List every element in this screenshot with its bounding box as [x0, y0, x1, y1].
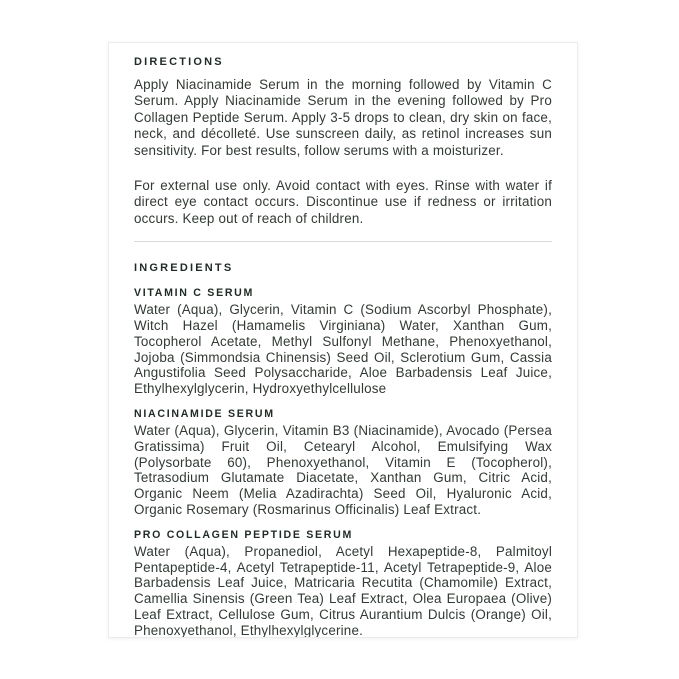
directions-heading: DIRECTIONS: [134, 56, 224, 68]
niacinamide-serum-name: NIACINAMIDE SERUM: [134, 408, 275, 421]
ingredients-vitamin-c-serum: [134, 287, 552, 397]
product-label-card: [108, 42, 578, 638]
vitamin-c-serum-ingredient-list: Water (Aqua), Glycerin, Vitamin C (Sodium Ascorbyl Phosphate), Witch Hazel (Hamamelis Virginiana) Water, Xanthan Gum, Tocopherol Acetate, Methyl Sulfonyl Methane, Phenoxyethanol, Jojoba (Simmondsia Chinensis) Seed Oil, Sclerotium Gum, Cassia Angustifolia Seed Polysaccharide, Aloe Barbadensis Leaf Juice, Ethylhexylglycerin, Hydroxyethylcellulose: [134, 302, 552, 397]
ingredients-pro-collagen-peptide-serum: [134, 529, 552, 638]
section-divider: [134, 241, 552, 242]
vitamin-c-serum-name: VITAMIN C SERUM: [134, 287, 255, 300]
directions-usage-paragraph: Apply Niacinamide Serum in the morning followed by Vitamin C Serum. Apply Niacinamide Serum in the evening followed by Pro Collagen Peptide Serum. Apply 3-5 drops to clean, dry skin on face, neck, and décolleté. Use sunscreen daily, as retinol increases sun sensitivity. For best results, follow serums with a moisturizer.: [134, 77, 552, 158]
directions-warning-paragraph: For external use only. Avoid contact with eyes. Rinse with water if direct eye contact occurs. Discontinue use if redness or irritation occurs. Keep out of reach of children.: [134, 178, 552, 226]
ingredients-niacinamide-serum: [134, 408, 552, 518]
pro-collagen-peptide-serum-name: PRO COLLAGEN PEPTIDE SERUM: [134, 528, 354, 541]
pro-collagen-peptide-serum-ingredient-list: Water (Aqua), Propanediol, Acetyl Hexapeptide-8, Palmitoyl Pentapeptide-4, Acetyl Tetrapeptide-11, Acetyl Tetrapeptide-9, Aloe Barbadensis Leaf Juice, Matricaria Recutita (Chamomile) Extract, Camellia Sinensis (Green Tea) Leaf Extract, Olea Europaea (Olive) Leaf Extract, Cellulose Gum, Citrus Aurantium Dulcis (Orange) Oil, Phenoxyethanol, Ethylhexylglycerine.: [134, 543, 552, 638]
niacinamide-serum-ingredient-list: Water (Aqua), Glycerin, Vitamin B3 (Niacinamide), Avocado (Persea Gratissima) Fruit Oil, Cetearyl Alcohol, Emulsifying Wax (Polysorbate 60), Phenoxyethanol, Vitamin E (Tocopherol), Tetrasodium Glutamate Diacetate, Xanthan Gum, Citric Acid, Organic Neem (Melia Azadirachta) Seed Oil, Hyaluronic Acid, Organic Rosemary (Rosmarinus Officinalis) Leaf Extract.: [134, 423, 552, 518]
ingredients-heading: INGREDIENTS: [134, 262, 234, 275]
